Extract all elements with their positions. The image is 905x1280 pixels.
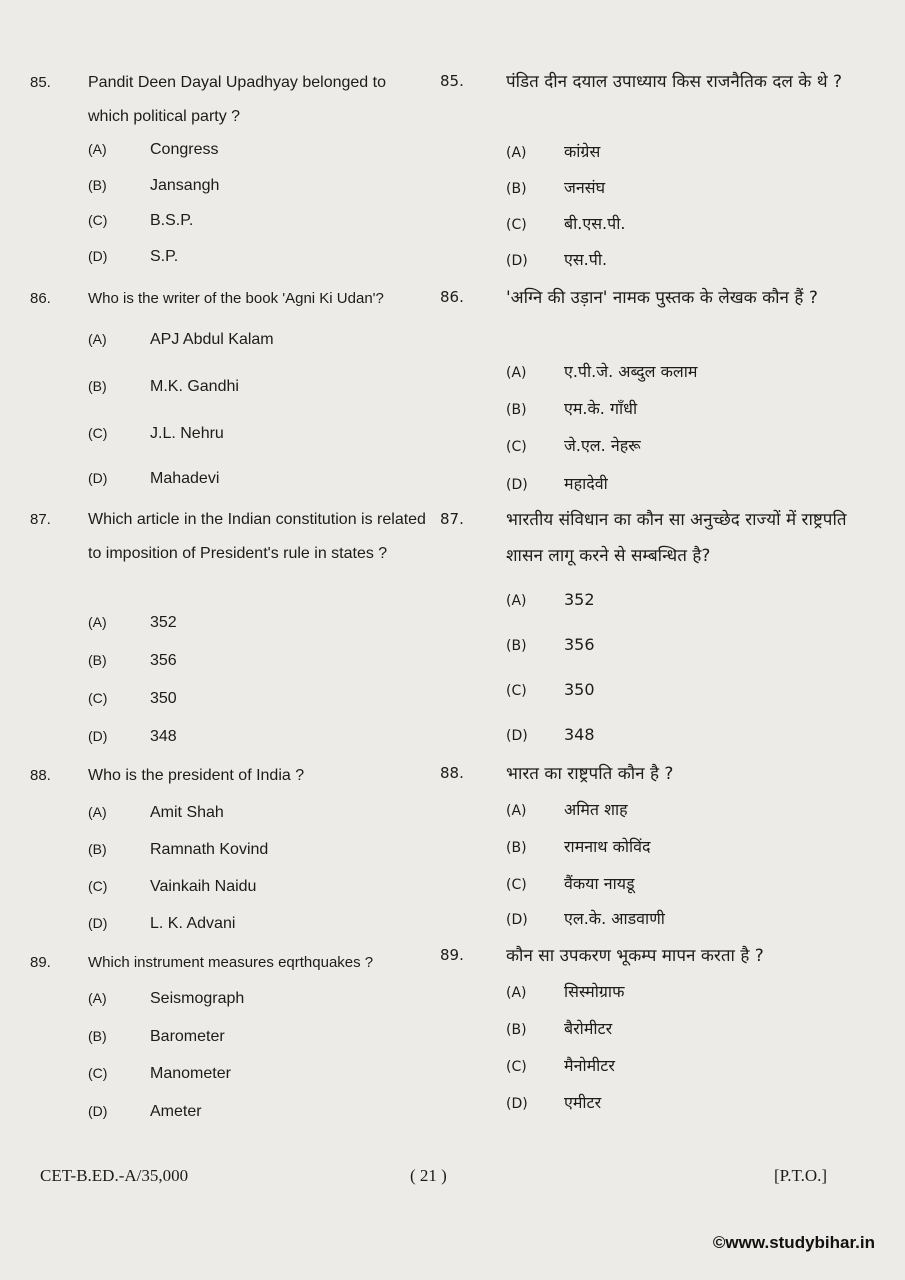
option-b: (B) Jansangh xyxy=(88,177,220,194)
option-a: (A) 352 xyxy=(88,614,177,631)
page-number: ( 21 ) xyxy=(410,1166,447,1185)
option-a: (A) सिस्मोग्राफ xyxy=(506,982,625,1001)
option-d: (D) Ameter xyxy=(88,1103,202,1120)
option-c: (C) वैंकया नायडू xyxy=(506,874,635,893)
option-b: (B) जनसंघ xyxy=(506,178,606,197)
option-b: (B) रामनाथ कोविंद xyxy=(506,837,651,856)
question-text: Which article in the Indian constitution is related to imposition of President's rule in states ? xyxy=(88,511,426,562)
option-a: (A) कांग्रेस xyxy=(506,142,601,161)
option-b: (B) बैरोमीटर xyxy=(506,1019,613,1038)
option-a: (A) Congress xyxy=(88,141,219,158)
option-d: (D) L. K. Advani xyxy=(88,915,236,932)
question-number: 89. xyxy=(440,946,464,964)
option-d: (D) Mahadevi xyxy=(88,470,220,487)
booklet-code: CET-B.ED.-A/35,000 xyxy=(40,1166,189,1185)
option-b: (B) एम.के. गाँधी xyxy=(506,399,638,418)
question-number: 86. xyxy=(440,288,464,306)
question-text: पंडित दीन दयाल उपाध्याय किस राजनैतिक दल के थे ? xyxy=(506,72,843,92)
question-text: Which instrument measures eqrthquakes ? xyxy=(88,954,374,971)
option-d: (D) महादेवी xyxy=(506,474,608,493)
question-number: 87. xyxy=(30,511,51,528)
option-c: (C) 350 xyxy=(506,680,595,699)
option-c: (C) मैनोमीटर xyxy=(506,1056,615,1075)
option-c: (C) J.L. Nehru xyxy=(88,425,224,442)
question-number: 89. xyxy=(30,954,51,971)
question-text: Who is the writer of the book 'Agni Ki Udan'? xyxy=(88,290,384,307)
option-b: (B) 356 xyxy=(88,652,177,669)
question-text: कौन सा उपकरण भूकम्प मापन करता है ? xyxy=(506,946,764,966)
option-b: (B) M.K. Gandhi xyxy=(88,378,239,395)
option-a: (A) अमित शाह xyxy=(506,800,628,819)
option-c: (C) 350 xyxy=(88,690,177,707)
option-c: (C) Manometer xyxy=(88,1065,231,1082)
option-d: (D) एल.के. आडवाणी xyxy=(506,909,665,928)
option-a: (A) APJ Abdul Kalam xyxy=(88,331,274,348)
question-text: Who is the president of India ? xyxy=(88,767,305,784)
option-a: (A) Seismograph xyxy=(88,990,245,1007)
option-c: (C) बी.एस.पी. xyxy=(506,214,626,233)
option-a: (A) 352 xyxy=(506,590,595,609)
option-d: (D) 348 xyxy=(88,728,177,745)
option-b: (B) Barometer xyxy=(88,1028,225,1045)
question-number: 87. xyxy=(440,510,464,528)
option-b: (B) 356 xyxy=(506,635,595,654)
option-d: (D) एस.पी. xyxy=(506,250,608,269)
option-c: (C) जे.एल. नेहरू xyxy=(506,436,641,455)
option-b: (B) Ramnath Kovind xyxy=(88,841,269,858)
option-d: (D) एमीटर xyxy=(506,1093,602,1112)
option-a: (A) Amit Shah xyxy=(88,804,224,821)
option-c: (C) B.S.P. xyxy=(88,212,194,229)
question-text: भारत का राष्ट्रपति कौन है ? xyxy=(506,764,674,784)
option-d: (D) S.P. xyxy=(88,248,179,265)
question-number: 88. xyxy=(30,767,51,784)
question-number: 85. xyxy=(440,72,464,90)
watermark: ©www.studybihar.in xyxy=(712,1233,875,1252)
question-number: 86. xyxy=(30,290,51,307)
question-text: भारतीय संविधान का कौन सा अनुच्छेद राज्यों में राष्ट्रपति शासन लागू करने से सम्बन्धित है? xyxy=(506,510,847,566)
option-a: (A) ए.पी.जे. अब्दुल कलाम xyxy=(506,362,698,381)
option-c: (C) Vainkaih Naidu xyxy=(88,878,257,895)
question-text: 'अग्नि की उड़ान' नामक पुस्तक के लेखक कौन हैं ? xyxy=(506,288,818,308)
question-number: 85. xyxy=(30,74,51,91)
option-d: (D) 348 xyxy=(506,725,595,744)
question-number: 88. xyxy=(440,764,464,782)
question-text: Pandit Deen Dayal Upadhyay belonged to which political party ? xyxy=(88,74,386,125)
pto-label: [P.T.O.] xyxy=(774,1166,828,1185)
